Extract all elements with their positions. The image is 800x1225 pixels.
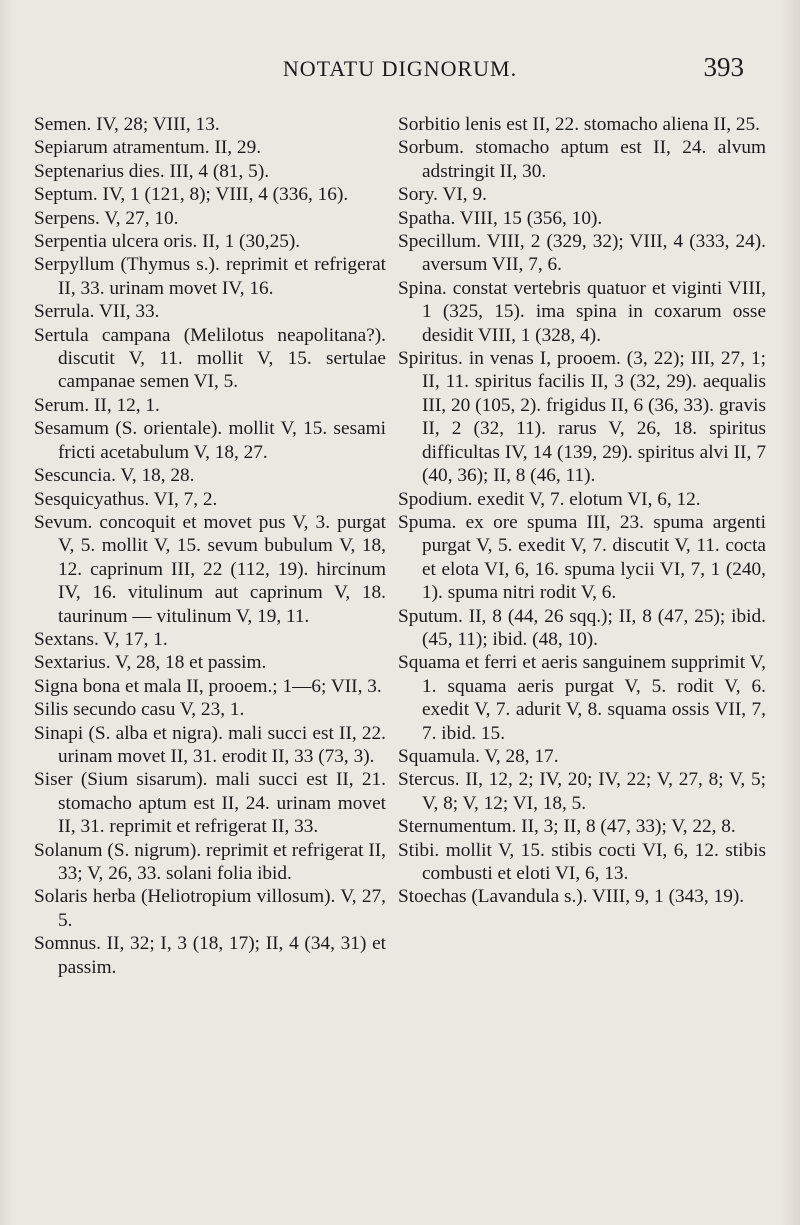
index-entry: Serpyllum (Thymus s.). reprimit et refrigerat II, 33. urinam movet IV, 16. <box>34 254 386 299</box>
index-entry: Sternumentum. II, 3; II, 8 (47, 33); V, 22, 8. <box>398 816 736 838</box>
index-entry: Semen. IV, 28; VIII, 13. <box>34 114 220 135</box>
index-entry: Sinapi (S. alba et nigra). mali succi est II, 22. urinam movet II, 31. erodit II, 33 (73, 3). <box>34 722 386 767</box>
index-entry: Solanum (S. nigrum). reprimit et refrigerat II, 33; V, 26, 33. solani folia ibid. <box>34 839 386 884</box>
index-entry: Squama et ferri et aeris sanguinem supprimit V, 1. squama aeris purgat V, 5. rodit V, 6. exedit V, 7. adurit V, 8. squama ossis VII, 7, 7. ibid. 15. <box>398 652 766 744</box>
index-entry: Serpentia ulcera oris. II, 1 (30,25). <box>34 231 301 253</box>
index-entry: Spuma. ex ore spuma III, 23. spuma argenti purgat V, 5. exedit V, 7. discutit V, 11. cocta et elota VI, 6, 16. spuma lycii VI, 7, 1 (240, 1). spuma nitri rodit V, 6. <box>398 511 766 604</box>
index-entry: Stoechas (Lavandula s.). VIII, 9, 1 (343, 19). <box>398 886 745 908</box>
column-gutter <box>389 105 390 1185</box>
index-entry: Stibi. mollit V, 15. stibis cocti VI, 6, 12. stibis combusti et eloti VI, 6, 13. <box>398 839 766 884</box>
page-number: 393 <box>703 52 744 82</box>
index-entry: Serrula. VII, 33. <box>34 301 160 323</box>
index-entry: Sertula campana (Melilotus neapolitana?). discutit V, 11. mollit V, 15. sertulae campanae semen VI, 5. <box>34 324 386 393</box>
index-entry: Somnus. II, 32; I, 3 (18, 17); II, 4 (34, 31) et passim. <box>34 933 386 978</box>
index-entry: Spodium. exedit V, 7. elotum VI, 6, 12. <box>398 488 701 510</box>
index-entry: Squamula. V, 28, 17. <box>398 745 559 767</box>
index-entry: Serpens. V, 27, 10. <box>34 207 179 229</box>
index-entry: Sory. VI, 9. <box>398 184 487 206</box>
index-entry: Septum. IV, 1 (121, 8); VIII, 4 (336, 16). <box>34 184 349 206</box>
index-entry: Septenarius dies. III, 4 (81, 5). <box>34 160 270 182</box>
index-entry: Spina. constat vertebris quatuor et viginti VIII, 1 (325, 15). ima spina in coxarum osse desidit VIII, 1 (328, 4). <box>398 277 766 346</box>
index-entry: Sesquicyathus. VI, 7, 2. <box>34 488 218 510</box>
index-entry: Sepiarum atramentum. II, 29. <box>34 137 262 159</box>
index-entry: Spiritus. in venas I, prooem. (3, 22); III, 27, 1; II, 11. spiritus facilis II, 3 (32, 29). aequalis III, 20 (105, 2). frigidus II, 6 (36, 33). gravis II, 2 (32, 11). rarus V, 26, 18. spiritus difficultas IV, 14 (139, 29). spiritus alvi II, 7 (40, 36); II, 8 (46, 11). <box>398 348 766 487</box>
index-entry: Sesamum (S. orientale). mollit V, 15. sesami fricti acetabulum V, 18, 27. <box>34 418 386 463</box>
index-entry: Sputum. II, 8 (44, 26 sqq.); II, 8 (47, 25); ibid. (45, 11); ibid. (48, 10). <box>398 605 766 650</box>
index-entry: Sescuncia. V, 18, 28. <box>34 465 195 487</box>
index-entry: Serum. II, 12, 1. <box>34 394 160 416</box>
index-entry: Siser (Sium sisarum). mali succi est II, 21. stomacho aptum est II, 24. urinam movet II, 31. reprimit et refrigerat II, 33. <box>34 769 386 838</box>
index-column-right <box>398 113 766 909</box>
index-entry: Spatha. VIII, 15 (356, 10). <box>398 207 603 229</box>
index-column-left <box>34 113 386 979</box>
index-entry: Sextans. V, 17, 1. <box>34 628 168 650</box>
index-entry: Specillum. VIII, 2 (329, 32); VIII, 4 (333, 24). aversum VII, 7, 6. <box>398 231 766 276</box>
index-entry: Silis secundo casu V, 23, 1. <box>34 699 245 721</box>
index-entry: Sextarius. V, 28, 18 et passim. <box>34 652 267 674</box>
index-entry: Signa bona et mala II, prooem.; 1—6; VII, 3. <box>34 675 382 697</box>
index-entry: Sorbitio lenis est II, 22. stomacho aliena II, 25. <box>398 114 760 135</box>
index-entry: Sevum. concoquit et movet pus V, 3. purgat V, 5. mollit V, 15. sevum bubulum V, 18, 12. caprinum III, 22 (112, 19). hircinum IV, 16. vitulinum aut caprinum V, 18. taurinum — vitulinum V, 19, 11. <box>34 511 386 627</box>
index-entry: Stercus. II, 12, 2; IV, 20; IV, 22; V, 27, 8; V, 5; V, 8; V, 12; VI, 18, 5. <box>398 769 766 814</box>
running-title: NOTATU DIGNORUM. <box>282 56 518 81</box>
index-entry: Sorbum. stomacho aptum est II, 24. alvum adstringit II, 30. <box>398 137 766 182</box>
index-entry: Solaris herba (Heliotropium villosum). V, 27, 5. <box>34 886 386 931</box>
